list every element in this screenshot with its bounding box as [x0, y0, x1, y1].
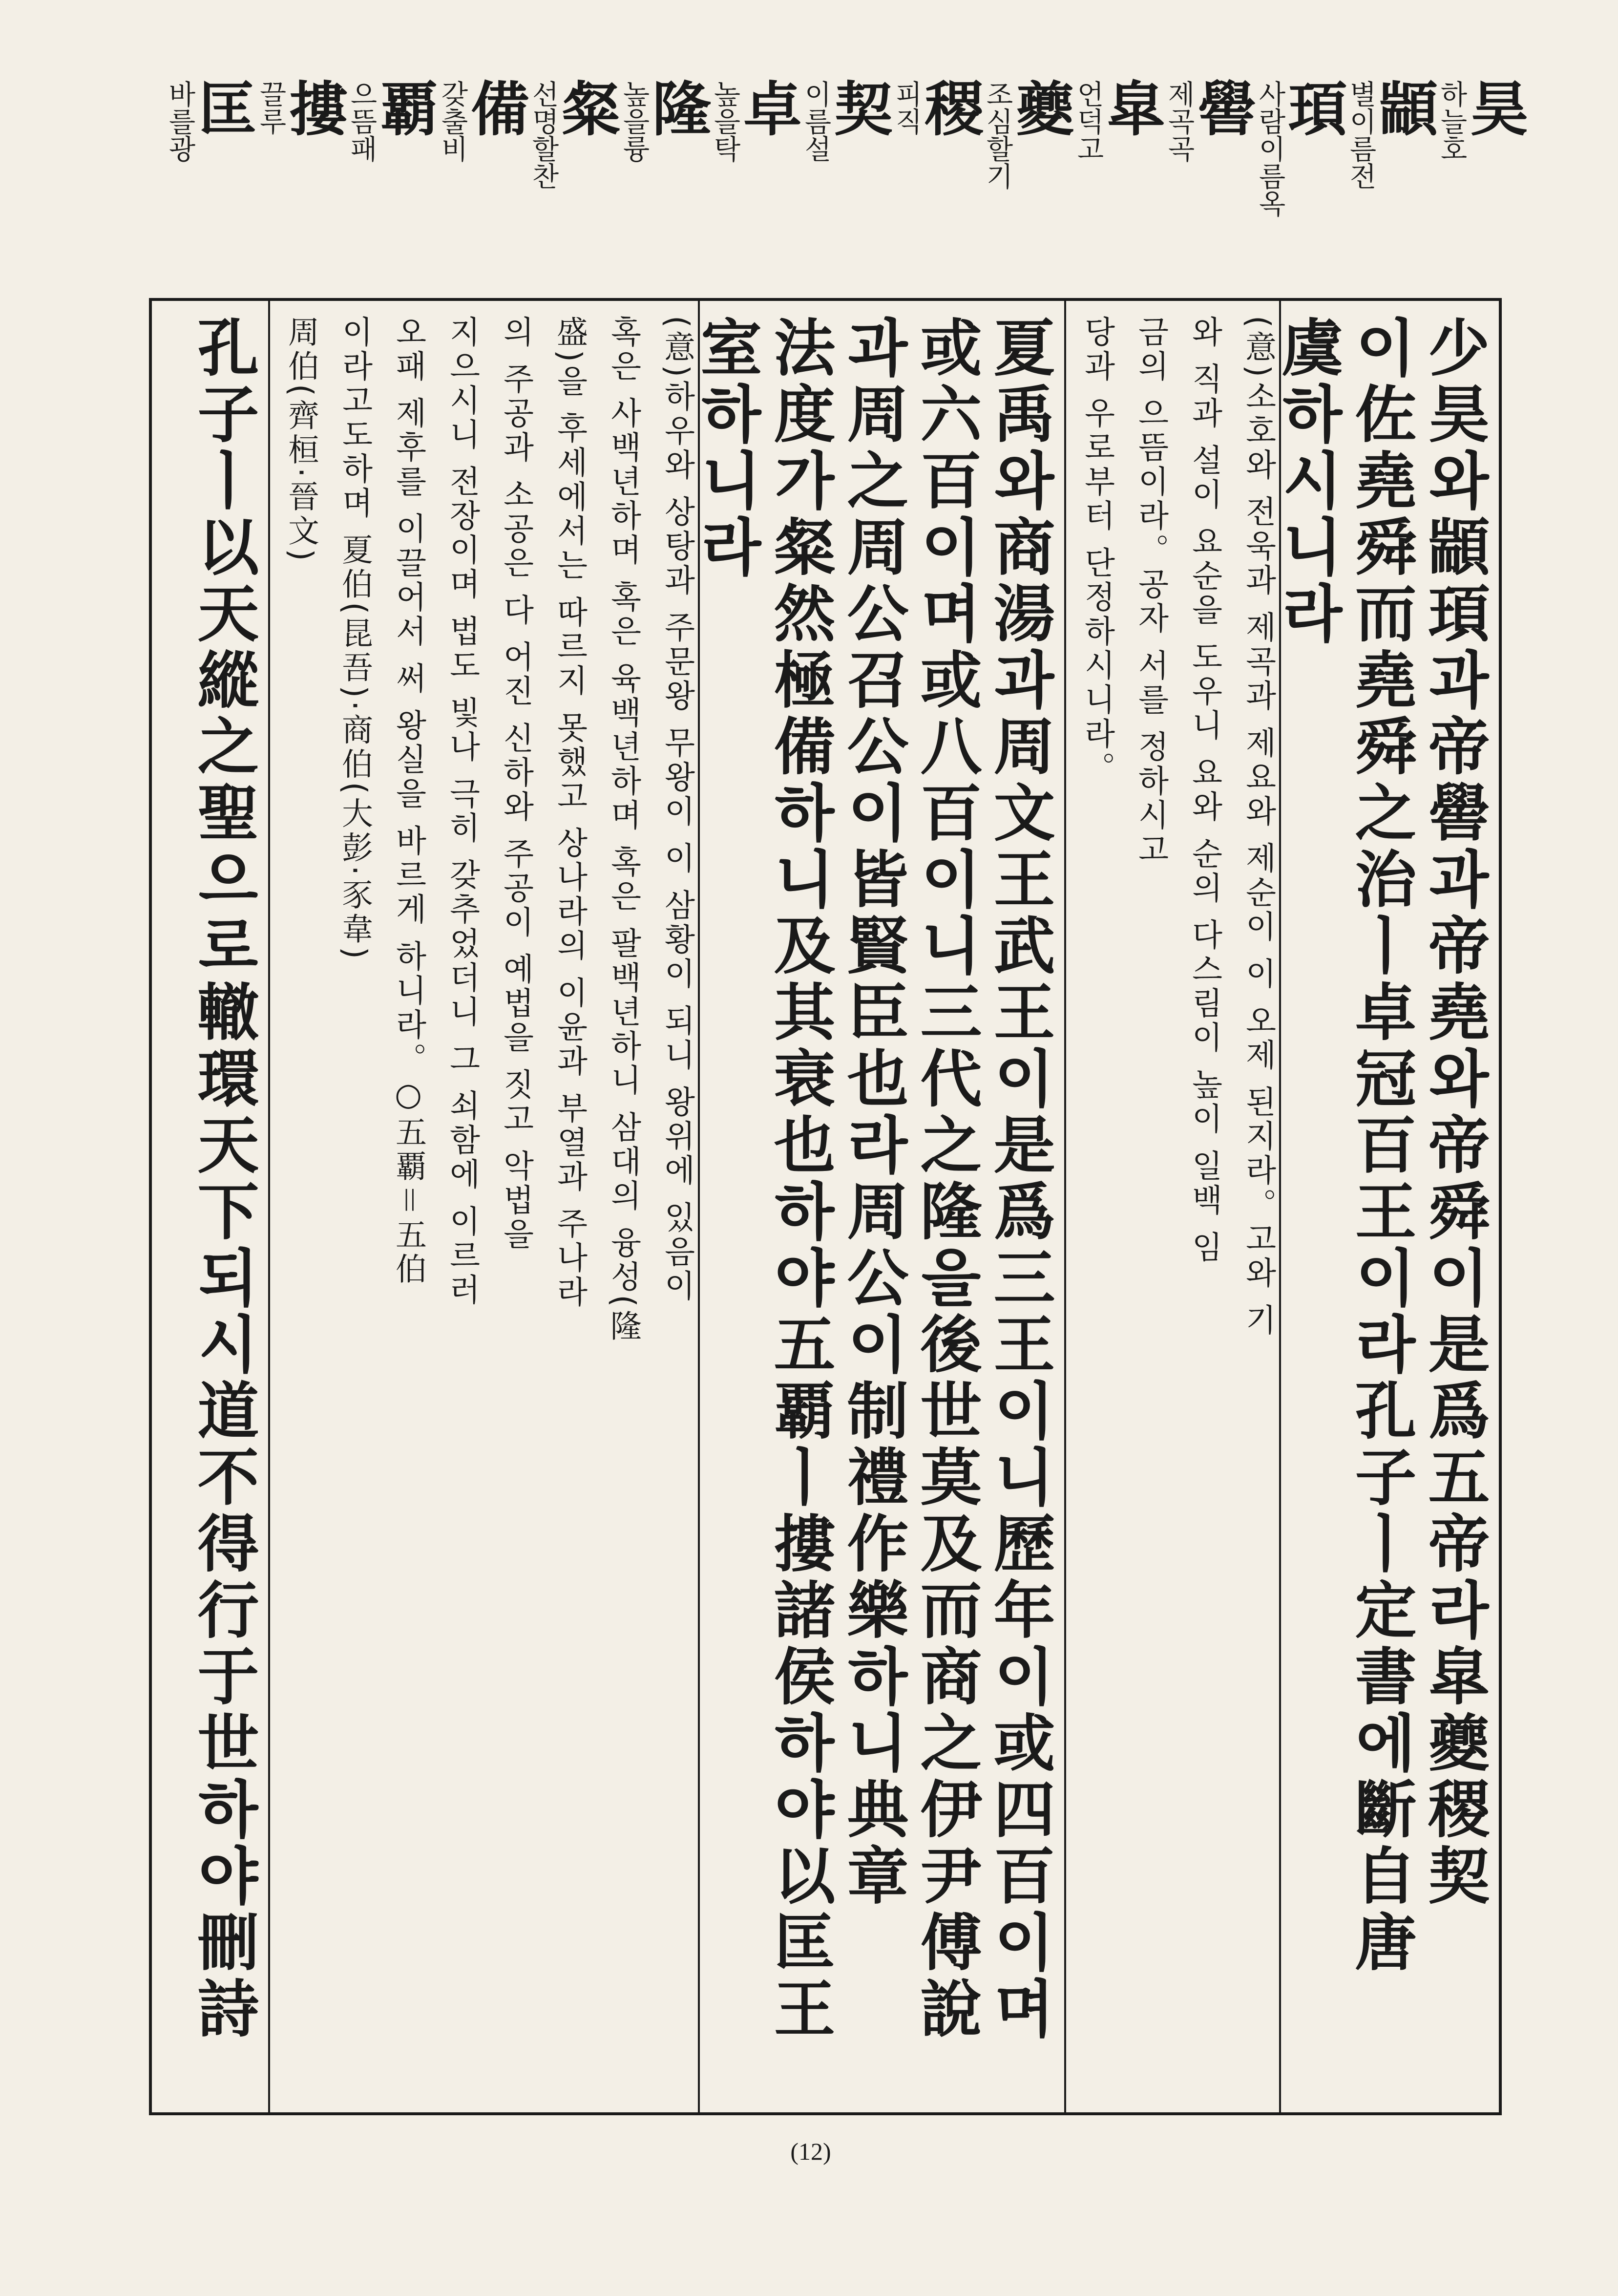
glossary-entry	[1433, 78, 1529, 274]
page-number: (12)	[790, 2138, 831, 2165]
glossary-reading: 피직	[891, 80, 923, 135]
glossary-entry	[706, 78, 802, 274]
glossary-hanja: 昊	[1460, 78, 1529, 139]
glossary-hanja: 覇	[370, 78, 439, 139]
glossary-reading: 바를광	[164, 80, 196, 162]
main-text-column: 虞하시니라	[1279, 301, 1352, 2112]
main-text-box	[149, 298, 1502, 2115]
glossary-reading: 선명할찬	[527, 80, 559, 190]
glossary-hanja: 顓	[1369, 78, 1438, 139]
annotation-column: 의 주공과 소공은 다 어진 신하와 주공이 예법을 짓고 악법을	[498, 316, 534, 1253]
glossary-entry	[615, 78, 712, 274]
main-text-column: 이佐堯舜而堯舜之治ㅣ卓冠百王이라孔子ㅣ定書에斷自唐	[1345, 316, 1417, 1977]
annotation-column: 혹은 사백년하며 혹은 육백년하며 혹은 팔백년하니 삼대의 융성(隆	[605, 316, 641, 1344]
glossary-hanja: 契	[824, 78, 893, 139]
glossary-reading: 사람이름옥	[1254, 80, 1286, 217]
glossary-entry	[979, 78, 1075, 274]
glossary-row	[161, 78, 1529, 274]
annotation-column: 금의 으뜸이라。공자 서를 정하시고	[1133, 316, 1169, 868]
annotation-column: 와 직과 설이 요순을 도우니 요와 순의 다스림이 높이 일백 임	[1186, 316, 1222, 1265]
glossary-reading: 이름설	[800, 80, 832, 162]
annotation-column: 盛)을 후세에서는 따르지 못했고 상나라의 이윤과 부열과 주나라	[551, 316, 588, 1310]
main-text-column: 과周之周公召公이皆賢臣也라周公이制禮作樂하니典章	[837, 316, 909, 1910]
annotation-column: 周伯(齊桓·晉文)	[268, 301, 322, 2112]
glossary-reading: 으뜸패	[346, 80, 378, 162]
glossary-entry	[1070, 78, 1166, 274]
main-text-column: 孔子ㅣ以天縱之聖으로轍環天下되시道不得行于世하야刪詩	[188, 316, 260, 2043]
glossary-entry	[525, 78, 621, 274]
glossary-entry	[252, 78, 348, 274]
annotation-column: (意)소호와 전욱과 제곡과 제요와 제순이 이 오제 된지라。고와 기	[1240, 316, 1276, 1338]
glossary-entry	[888, 78, 984, 274]
glossary-reading: 끌루	[255, 80, 287, 135]
glossary-hanja: 備	[461, 78, 530, 139]
main-text-column: 法度가粲然極備하니及其衰也하야五覇ㅣ摟諸侯하야以匡王	[764, 316, 836, 2043]
glossary-reading: 조심할기	[982, 80, 1013, 190]
main-text-column: 室하니라	[698, 301, 771, 2112]
glossary-reading: 언덕고	[1072, 80, 1104, 162]
main-text-column: 夏禹와商湯과周文王武王이是爲三王이니歷年이或四百이며	[984, 316, 1056, 2043]
annotation-column: (意)하우와 상탕과 주문왕 무왕이 이 삼황이 되니 왕위에 있음이	[659, 316, 695, 1304]
main-text-column: 或六百이며或八百이니三代之隆을後世莫及而商之伊尹傅說	[910, 316, 983, 2043]
glossary-hanja: 皐	[1097, 78, 1166, 139]
glossary-entry	[797, 78, 893, 274]
glossary-entry	[161, 78, 257, 274]
glossary-hanja: 卓	[734, 78, 802, 139]
glossary-hanja: 匡	[189, 78, 257, 139]
annotation-column: 당과 우로부터 단정하시니라。	[1064, 301, 1118, 2112]
glossary-reading: 하늘호	[1436, 80, 1468, 162]
annotation-column: 이라고도하며 夏伯(昆吾)·商伯(大彭·豕韋)	[336, 316, 373, 962]
glossary-reading: 높을탁	[709, 80, 741, 162]
glossary-entry	[1160, 78, 1257, 274]
glossary-entry	[1342, 78, 1438, 274]
glossary-reading: 높을륭	[618, 80, 650, 162]
glossary-hanja: 稷	[915, 78, 984, 139]
glossary-reading: 제곡곡	[1163, 80, 1195, 162]
glossary-hanja: 粲	[552, 78, 621, 139]
glossary-reading: 갖출비	[437, 80, 468, 162]
glossary-hanja: 隆	[643, 78, 712, 139]
glossary-hanja: 摟	[279, 78, 348, 139]
glossary-hanja: 嚳	[1188, 78, 1257, 139]
main-text-column: 少昊와顓頊과帝嚳과帝堯와帝舜이是爲五帝라皐夔稷契	[1418, 316, 1491, 1910]
glossary-reading: 별이름전	[1345, 80, 1377, 190]
annotation-column: 지으시니 전장이며 법도 빛나 극히 갖추었더니 그 쇠함에 이르러	[444, 316, 480, 1308]
annotation-column: 오패 제후를 이끌어서 써 왕실을 바르게 하니라。○五覇＝五伯	[390, 316, 426, 1287]
glossary-hanja: 頊	[1279, 78, 1347, 139]
glossary-entry	[343, 78, 439, 274]
glossary-hanja: 夔	[1006, 78, 1075, 139]
glossary-entry	[1251, 78, 1347, 274]
glossary-entry	[434, 78, 530, 274]
